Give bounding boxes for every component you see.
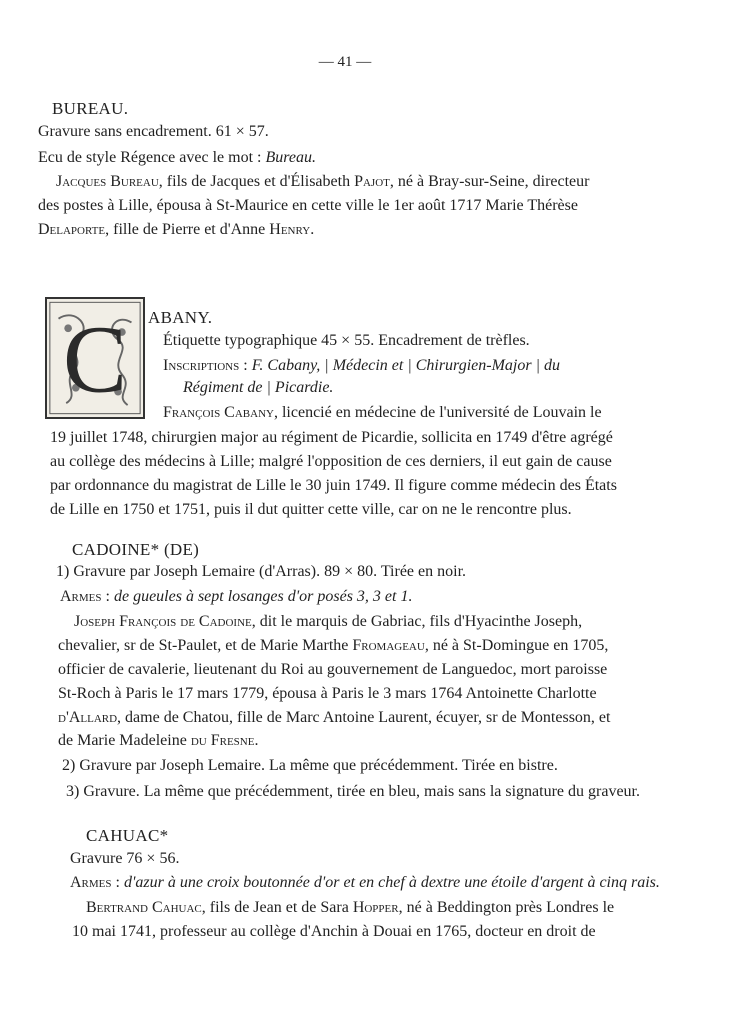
entry-line: Ecu de style Régence avec le mot : Bureau.: [38, 149, 316, 166]
entry-line: des postes à Lille, épousa à St-Maurice en cette ville le 1er août 1717 Marie Thérèse: [38, 197, 578, 214]
entry-line: Régiment de | Picardie.: [183, 379, 334, 396]
entry-line: Joseph François de Cadoine, dit le marquis de Gabriac, fils d'Hyacinthe Joseph,: [74, 613, 583, 630]
entry-line: officier de cavalerie, lieutenant du Roi au gouvernement de Languedoc, mort paroisse: [58, 661, 608, 678]
entry-line: de Marie Madeleine du Fresne.: [58, 732, 259, 749]
entry-line: Inscriptions : F. Cabany, | Médecin et | Chirurgien-Major | du: [163, 357, 560, 374]
entry-line: Gravure sans encadrement. 61 × 57.: [38, 123, 269, 140]
entry-line: 19 juillet 1748, chirurgien major au régiment de Picardie, sollicita en 1749 d'être agrégé: [50, 429, 613, 446]
entry-line: 2) Gravure par Joseph Lemaire. La même que précédemment. Tirée en bistre.: [62, 757, 558, 774]
entry-line: par ordonnance du magistrat de Lille le 30 juin 1749. Il figure comme médecin des États: [50, 477, 617, 494]
entry-line: Delaporte, fille de Pierre et d'Anne Henry.: [38, 221, 315, 238]
entry-line: Jacques Bureau, fils de Jacques et d'Élisabeth Pajot, né à Bray-sur-Seine, directeur: [56, 173, 590, 190]
entry-line: St-Roch à Paris le 17 mars 1779, épousa à Paris le 3 mars 1764 Antoinette Charlotte: [58, 685, 597, 702]
ornamental-drop-cap: [45, 297, 145, 419]
entry-heading: BUREAU.: [52, 99, 129, 118]
entry-line: chevalier, sr de St-Paulet, et de Marie Marthe Fromageau, né à St-Domingue en 1705,: [58, 637, 609, 654]
entry-line: Armes : d'azur à une croix boutonnée d'or et en chef à dextre une étoile d'argent à cinq rais.: [70, 874, 660, 891]
entry-line: 3) Gravure. La même que précédemment, tirée en bleu, mais sans la signature du graveur.: [66, 783, 640, 800]
page-number: — 41 —: [318, 54, 372, 70]
entry-heading: ABANY.: [148, 308, 213, 327]
entry-line: d'Allard, dame de Chatou, fille de Marc Antoine Laurent, écuyer, sr de Montesson, et: [58, 709, 611, 726]
entry-line: 10 mai 1741, professeur au collège d'Anchin à Douai en 1765, docteur en droit de: [72, 923, 596, 940]
entry-heading: CADOINE* (DE): [72, 540, 200, 559]
floral-ornament-icon: [47, 299, 143, 417]
entry-line: 1) Gravure par Joseph Lemaire (d'Arras). 89 × 80. Tirée en noir.: [56, 563, 467, 580]
entry-line: Gravure 76 × 56.: [70, 850, 180, 867]
entry-heading: CAHUAC*: [86, 826, 169, 845]
entry-line: François Cabany, licencié en médecine de l'université de Louvain le: [163, 404, 602, 421]
svg-text:C: C: [62, 305, 128, 413]
entry-line: de Lille en 1750 et 1751, puis il dut quitter cette ville, car on ne le rencontre plus.: [50, 501, 572, 518]
entry-line: Armes : de gueules à sept losanges d'or posés 3, 3 et 1.: [60, 588, 413, 605]
entry-line: au collège des médecins à Lille; malgré l'opposition de ces derniers, il eut gain de cause: [50, 453, 612, 470]
entry-line: Étiquette typographique 45 × 55. Encadrement de trèfles.: [163, 332, 530, 349]
entry-line: Bertrand Cahuac, fils de Jean et de Sara Hopper, né à Beddington près Londres le: [86, 899, 615, 916]
